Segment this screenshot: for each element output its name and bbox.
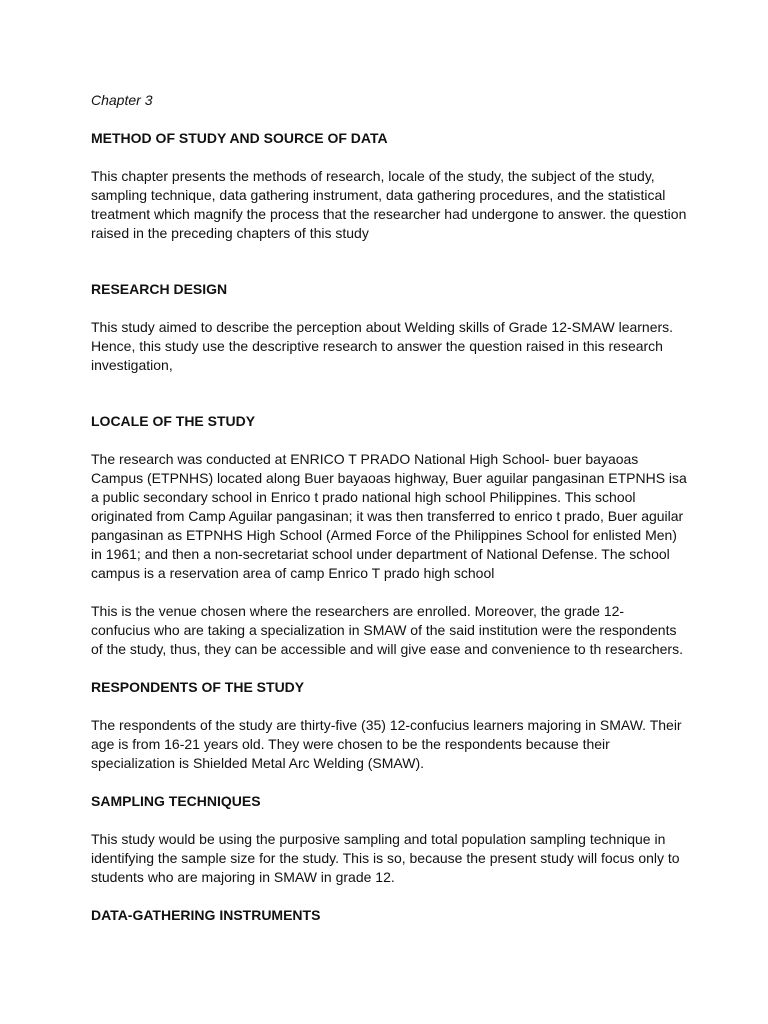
text-line: age is from 16-21 years old. They were chosen to be the respondents because their	[91, 736, 610, 752]
text-line: campus is a reservation area of camp Enrico T prado high school	[91, 565, 495, 581]
section-heading-locale: LOCALE OF THE STUDY	[91, 413, 256, 429]
text-line: specialization is Shielded Metal Arc Welding (SMAW).	[91, 755, 425, 771]
intro-paragraph	[91, 167, 691, 243]
section-heading-sampling: SAMPLING TECHNIQUES	[91, 793, 261, 809]
text-line: investigation,	[91, 357, 173, 373]
chapter-title: METHOD OF STUDY AND SOURCE OF DATA	[91, 130, 388, 146]
text-line: in 1961; and then a non-secretariat school under department of National Defense. The school	[91, 546, 670, 562]
text-line: sampling technique, data gathering instrument, data gathering procedures, and the statistical	[91, 187, 666, 203]
text-line: This study would be using the purposive sampling and total population sampling technique in	[91, 831, 666, 847]
sampling-paragraph	[91, 830, 691, 887]
text-line: Hence, this study use the descriptive research to answer the question raised in this research	[91, 338, 663, 354]
text-line: identifying the sample size for the study. This is so, because the present study will focus only to	[91, 850, 680, 866]
research-design-paragraph	[91, 318, 691, 375]
text-line: students who are majoring in SMAW in grade 12.	[91, 869, 395, 885]
text-line: This is the venue chosen where the researchers are enrolled. Moreover, the grade 12-	[91, 603, 625, 619]
text-line: of the study, thus, they can be accessible and will give ease and convenience to th researchers.	[91, 641, 683, 657]
text-line: a public secondary school in Enrico t prado national high school Philippines. This school	[91, 489, 636, 505]
text-line: originated from Camp Aguilar pangasinan; it was then transferred to enrico t prado, Buer aguilar	[91, 508, 684, 524]
section-heading-research-design: RESEARCH DESIGN	[91, 281, 228, 297]
document-page	[91, 91, 691, 944]
chapter-label: Chapter 3	[91, 92, 153, 108]
text-line: This study aimed to describe the perception about Welding skills of Grade 12-SMAW learners.	[91, 319, 674, 335]
locale-paragraph-2	[91, 602, 691, 659]
locale-paragraph-1	[91, 450, 691, 583]
text-line: pangasinan as ETPNHS High School (Armed Force of the Philippines School for enlisted Men)	[91, 527, 677, 543]
respondents-paragraph	[91, 716, 691, 773]
text-line: treatment which magnify the process that the researcher had undergone to answer. the question	[91, 206, 687, 222]
section-heading-instruments: DATA-GATHERING INSTRUMENTS	[91, 907, 321, 923]
text-line: The research was conducted at ENRICO T PRADO National High School- buer bayaoas	[91, 451, 639, 467]
text-line: confucius who are taking a specialization in SMAW of the said institution were the respondents	[91, 622, 677, 638]
section-heading-respondents: RESPONDENTS OF THE STUDY	[91, 679, 305, 695]
text-line: Campus (ETPNHS) located along Buer bayaoas highway, Buer aguilar pangasinan ETPNHS isa	[91, 470, 687, 486]
text-line: raised in the preceding chapters of this study	[91, 225, 369, 241]
text-line: The respondents of the study are thirty-five (35) 12-confucius learners majoring in SMAW. Their	[91, 717, 682, 733]
text-line: This chapter presents the methods of research, locale of the study, the subject of the study,	[91, 168, 655, 184]
